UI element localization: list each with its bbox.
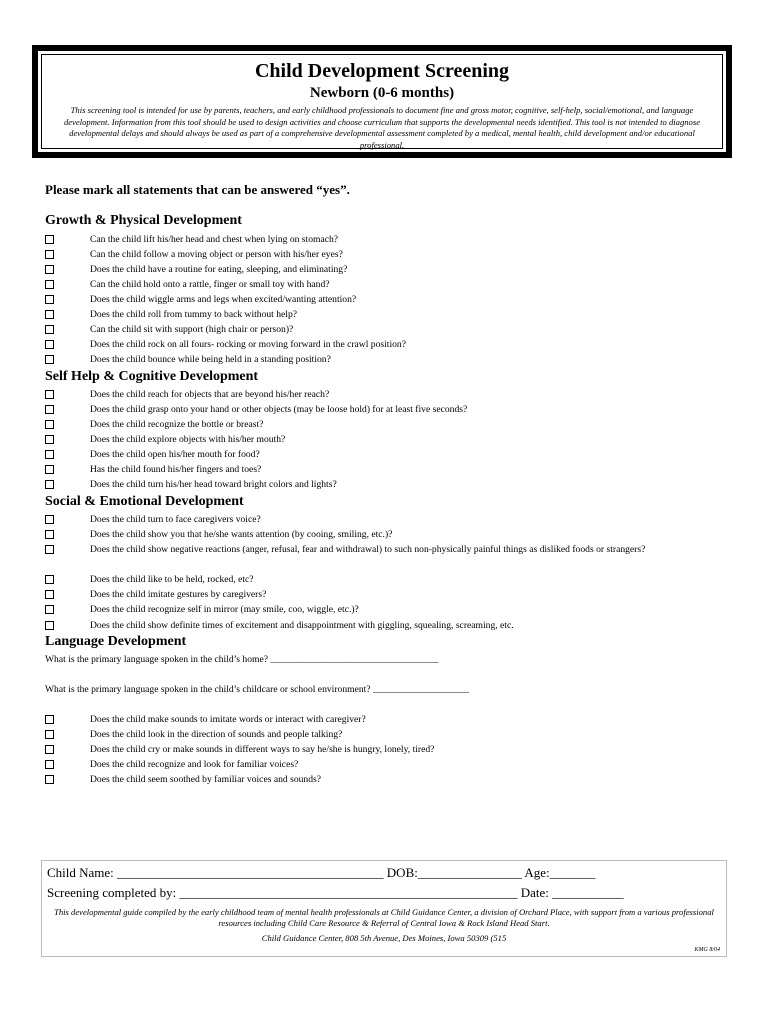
page-subtitle: Newborn (0-6 months) — [309, 85, 455, 101]
checkbox[interactable] — [45, 545, 54, 554]
section-heading-language: Language Development — [45, 634, 187, 649]
checkbox[interactable] — [45, 590, 54, 599]
header-inner — [41, 54, 723, 149]
checkbox[interactable] — [45, 775, 54, 784]
form-code: KMG 8/04 — [694, 947, 720, 953]
dob-label: DOB: — [386, 865, 418, 880]
checkbox[interactable] — [45, 745, 54, 754]
checkbox[interactable] — [45, 515, 54, 524]
child-name-label: Child Name: — [47, 865, 114, 880]
checkbox[interactable] — [45, 760, 54, 769]
checkbox[interactable] — [45, 480, 54, 489]
checkbox[interactable] — [45, 405, 54, 414]
age-label: Age: — [524, 865, 550, 880]
checkbox[interactable] — [45, 450, 54, 459]
intro-text: This screening tool is intended for use by parents, teachers, and early childhood professionals to document fine and gross motor, cognitive, self-help, social/emotional, and language development. Information from this tool should be used to design activities and choose curriculum that supports the developmental needs identified. This tool is not intended to diagnose developmental delays and should always be used as part of a comprehensive developmental assessment completed by a medical, mental health, child development and/or educational professional. — [63, 105, 701, 150]
date-field[interactable]: ___________ — [552, 885, 624, 900]
completed-by-label: Screening completed by: — [47, 885, 177, 900]
child-info-row — [47, 865, 595, 881]
page-title: Child Development Screening — [254, 60, 510, 82]
checkbox[interactable] — [45, 575, 54, 584]
language-childcare-question[interactable]: What is the primary language spoken in the child’s childcare or school environment? ____________________ — [45, 684, 469, 695]
footer-address: Child Guidance Center, 808 5th Avenue, Des Moines, Iowa 50309 (515 — [261, 933, 507, 943]
checkbox[interactable] — [45, 235, 54, 244]
header-box — [32, 45, 732, 158]
checkbox[interactable] — [45, 435, 54, 444]
child-name-field[interactable]: _________________________________________ — [117, 865, 384, 880]
checkbox[interactable] — [45, 465, 54, 474]
checkbox[interactable] — [45, 621, 54, 630]
section-heading-social: Social & Emotional Development — [45, 494, 244, 509]
section-heading-self-help: Self Help & Cognitive Development — [45, 369, 259, 384]
checkbox[interactable] — [45, 605, 54, 614]
checkbox[interactable] — [45, 250, 54, 259]
date-label: Date: — [520, 885, 549, 900]
section-heading-growth: Growth & Physical Development — [45, 213, 242, 228]
checkbox[interactable] — [45, 310, 54, 319]
checkbox[interactable] — [45, 730, 54, 739]
checkbox[interactable] — [45, 295, 54, 304]
footer-note: This developmental guide compiled by the early childhood team of mental health professionals at Child Guidance Center, a division of Orchard Place, with support from a various professional resources including Child Care Resource & Referral of Central Iowa & Rock Island Head Start. — [54, 907, 714, 928]
instruction: Please mark all statements that can be answered “yes”. — [45, 182, 350, 197]
age-field[interactable]: _______ — [549, 865, 596, 880]
checkbox[interactable] — [45, 390, 54, 399]
completed-by-field[interactable]: ____________________________________________________ — [179, 885, 518, 900]
language-home-question[interactable]: What is the primary language spoken in the child’s home? ___________________________________ — [45, 654, 439, 665]
checkbox[interactable] — [45, 355, 54, 364]
checkbox[interactable] — [45, 715, 54, 724]
completion-row — [47, 885, 624, 901]
footer-box — [41, 860, 727, 957]
checkbox[interactable] — [45, 530, 54, 539]
checkbox[interactable] — [45, 340, 54, 349]
checkbox[interactable] — [45, 280, 54, 289]
checkbox[interactable] — [45, 325, 54, 334]
checkbox[interactable] — [45, 420, 54, 429]
checkbox[interactable] — [45, 265, 54, 274]
dob-field[interactable]: ________________ — [417, 865, 522, 880]
